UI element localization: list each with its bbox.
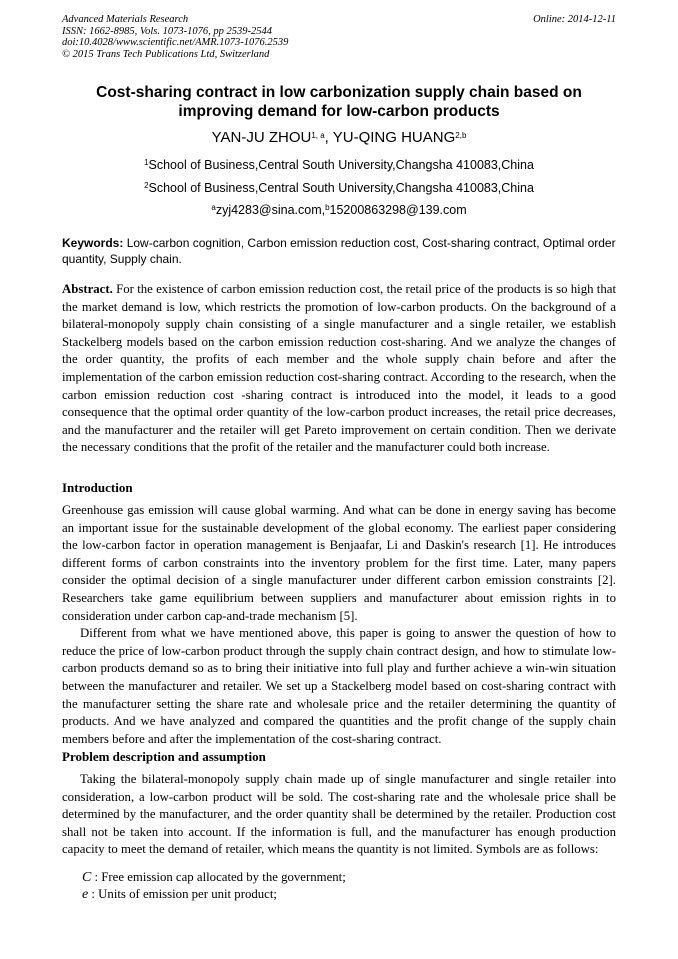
doi-line[interactable]: doi:10.4028/www.scientific.net/AMR.1073-1076.2539 bbox=[62, 37, 289, 48]
journal-name: Advanced Materials Research bbox=[62, 14, 189, 25]
author-separator: , bbox=[324, 129, 333, 146]
author-1-affiliation-mark: 1, a bbox=[311, 131, 325, 140]
title-line-1: Cost-sharing contract in low carbonization supply chain based on bbox=[96, 84, 582, 101]
journal-header bbox=[62, 14, 616, 60]
affiliation-2-text: School of Business,Central South University,Changsha 410083,China bbox=[148, 181, 534, 195]
copyright-line: © 2015 Trans Tech Publications Ltd, Switzerland bbox=[62, 48, 270, 60]
introduction-paragraph-1: Greenhouse gas emission will cause global warming. And what can be done in energy saving has become an important issue for the sustainable development of the global economy. The earliest paper considering the low-carbon factor in operation management is Benjaafar, Li and Daskin's research [1]. He introduces different forms of carbon constraints into the inventory problem for the first time. Later, many papers consider the optimal decision of a single manufacturer under different carbon emission constraints [2]. Researchers take game equilibrium between suppliers and manufacturer about emission rights in to consideration under carbon cap-and-trade mechanism [5]. bbox=[62, 503, 616, 623]
title-line-2: improving demand for low-carbon products bbox=[178, 103, 500, 120]
email-a[interactable]: zyj4283@sina.com, bbox=[215, 203, 326, 217]
abstract bbox=[62, 281, 616, 457]
problem-paragraph-1: Taking the bilateral-monopoly supply chain made up of single manufacturer and single retailer into consideration, a low-carbon product will be sold. The cost-sharing rate and the wholesale price shall be determined by the manufacturer, and the order quantity shall be determined by the retailer. Production cost shall not be taken into account. If the information is full, and the manufacturer has enough production capacity to meet the demand of retailer, which means the quantity is not limited. Symbols are as follows: bbox=[62, 772, 616, 857]
author-emails bbox=[62, 202, 616, 218]
affiliation-1-text: School of Business,Central South University,Changsha 410083,China bbox=[148, 158, 534, 172]
author-2: YU-QING HUANG bbox=[332, 129, 456, 146]
paper-title bbox=[62, 83, 616, 121]
affiliation-1-mark: 1 bbox=[144, 158, 149, 167]
email-a-mark: a bbox=[211, 203, 216, 212]
email-b-mark: b bbox=[325, 203, 330, 212]
symbol-C: C bbox=[82, 870, 92, 885]
affiliation-2 bbox=[62, 180, 616, 196]
affiliation-1 bbox=[62, 157, 616, 173]
introduction-heading: Introduction bbox=[62, 480, 133, 495]
problem-body bbox=[62, 771, 616, 859]
author-1: YAN-JU ZHOU bbox=[211, 129, 312, 146]
issn-line: ISSN: 1662-8985, Vols. 1073-1076, pp 2539-2544 bbox=[62, 25, 272, 37]
affiliation-2-mark: 2 bbox=[144, 181, 149, 190]
symbol-definition-e bbox=[82, 886, 277, 903]
symbol-C-description: : Free emission cap allocated by the government; bbox=[91, 870, 346, 884]
author-list bbox=[62, 128, 616, 148]
introduction-body bbox=[62, 502, 616, 748]
abstract-label: Abstract. bbox=[62, 282, 113, 296]
symbol-definition-C bbox=[82, 869, 346, 886]
keywords-text: Low-carbon cognition, Carbon emission reduction cost, Cost-sharing contract, Optimal order quantity, Supply chain. bbox=[62, 236, 616, 266]
email-b[interactable]: 15200863298@139.com bbox=[329, 203, 467, 217]
author-2-affiliation-mark: 2,b bbox=[455, 131, 467, 140]
introduction-paragraph-2: Different from what we have mentioned above, this paper is going to answer the question of how to reduce the price of low-carbon product through the supply chain contract design, and how to stimulate low-carbon products demand so as to bring their initiative into full play and further achieve a win-win situation between the manufacturer and retailer. We set up a Stackelberg model based on cost-sharing contract with the manufacturer setting the share rate and wholesale price and the retailer determining the quantity of products. And we have analyzed and compared the quantities and the profit change of the supply chain members before and after the implementation of the cost-sharing contract. bbox=[62, 626, 616, 746]
problem-heading: Problem description and assumption bbox=[62, 749, 266, 764]
keywords-label: Keywords: bbox=[62, 236, 124, 250]
abstract-text: For the existence of carbon emission reduction cost, the retail price of the products is so high that the market demand is low, which restricts the promotion of low-carbon products. On the background of a bilateral-monopoly supply chain consisting of a single manufacturer and a single retailer, we establish Stackelberg models based on the carbon emission reduction cost-sharing. And we analyze the changes of the order quantity, the profits of each member and the whole supply chain before and after the implementation of the carbon emission reduction cost-sharing contract. According to the research, when the carbon emission reduction cost -sharing contract is introduced into the model, it leads to a good consequence that the optimal order quantity of the low-carbon product increases, the retail price decreases, and the manufacturer and the retailer will get Pareto improvement on certain condition. Then we derivate the necessary conditions that the profit of the retailer and the manufacturer could both increase. bbox=[62, 282, 616, 455]
keywords bbox=[62, 235, 616, 267]
symbol-e-description: : Units of emission per unit product; bbox=[88, 887, 277, 901]
symbol-e: e bbox=[82, 887, 89, 902]
online-date: Online: 2014-12-11 bbox=[533, 14, 616, 25]
